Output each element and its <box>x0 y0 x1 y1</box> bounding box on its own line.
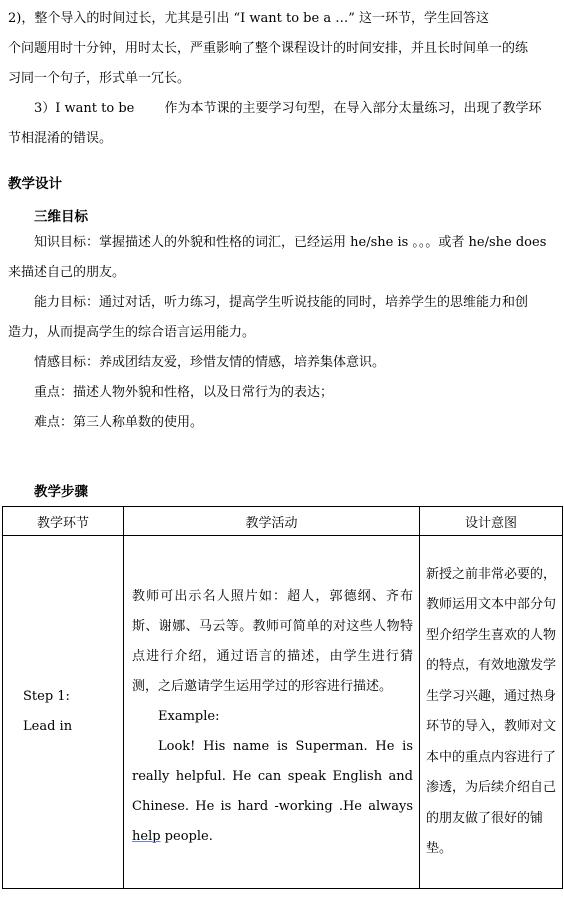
reflection-paragraph-3 <box>8 94 556 154</box>
reflection-p3-line-1: 3）I want to be 作为本节课的主要学习句型，在导入部分太量练习，出现了教学环 <box>34 101 542 116</box>
steps-table <box>2 506 563 889</box>
header-stage: 教学环节 <box>3 507 124 536</box>
objectives-heading: 三维目标 <box>34 209 88 225</box>
intent-cell: 新授之前非常必要的，教师运用文本中部分句型介绍学生喜欢的人物的特点，有效地激发学生学习兴趣，通过热身环节的导入，教师对文本中的重点内容进行了渗透，为后续介绍自己的朋友做了很好的铺垫。 <box>420 536 563 889</box>
reflection-p2-line-2: 个问题用时十分钟，用时太长，严重影响了整个课程设计的时间安排，并且长时间单一的练 <box>8 41 529 56</box>
example-text-main: Look! His name is Superman. He is really helpful. He can speak English and Chinese. He is hard -working .He always <box>132 739 413 814</box>
example-text-end: people. <box>160 829 213 844</box>
reflection-p2-line-1: 2)，整个导入的时间过长，尤其是引出 “I want to be a …” 这一环节，学生回答这 <box>8 11 489 26</box>
reflection-paragraph-2 <box>8 4 556 94</box>
ability-objective-line-2: 造力，从而提高学生的综合语言运用能力。 <box>8 325 256 340</box>
design-heading: 教学设计 <box>8 176 62 192</box>
difficulty-point: 难点：第三人称单数的使用。 <box>34 415 204 430</box>
reflection-p3-line-2: 节相混淆的错误。 <box>8 131 113 146</box>
key-point: 重点：描述人物外貌和性格，以及日常行为的表达； <box>34 385 334 400</box>
stage-line-2: Lead in <box>23 719 73 734</box>
example-text-help: help <box>132 829 161 844</box>
knowledge-objective-line-1: 知识目标：掌握描述人的外貌和性格的词汇，已经运用 he/she is 。。。或者 he/she does <box>34 235 547 250</box>
header-intent: 设计意图 <box>420 507 563 536</box>
stage-line-1: Step 1: <box>23 689 70 704</box>
stage-cell <box>3 536 124 889</box>
objectives-block <box>8 228 556 438</box>
header-activity: 教学活动 <box>124 507 420 536</box>
activity-text: 教师可出示名人照片如：超人，郭德纲、齐布斯、谢娜、马云等。教师可简单的对这些人物特点进行介绍，通过语言的描述，由学生进行猜测，之后邀请学生运用学过的形容进行描述。 <box>132 589 413 694</box>
knowledge-objective-line-2: 来描述自己的朋友。 <box>8 265 126 280</box>
example-label: Example: <box>158 709 220 724</box>
table-header-row <box>3 507 563 536</box>
steps-heading: 教学步骤 <box>34 484 88 500</box>
ability-objective-line-1: 能力目标：通过对话，听力练习，提高学生听说技能的同时，培养学生的思维能力和创 <box>34 295 529 310</box>
reflection-p2-line-3: 习同一个句子，形式单一冗长。 <box>8 71 191 86</box>
example-text <box>132 732 413 852</box>
emotion-objective: 情感目标：养成团结友爱，珍惜友情的情感，培养集体意识。 <box>34 355 386 370</box>
activity-cell <box>124 536 420 889</box>
table-row <box>3 536 563 889</box>
